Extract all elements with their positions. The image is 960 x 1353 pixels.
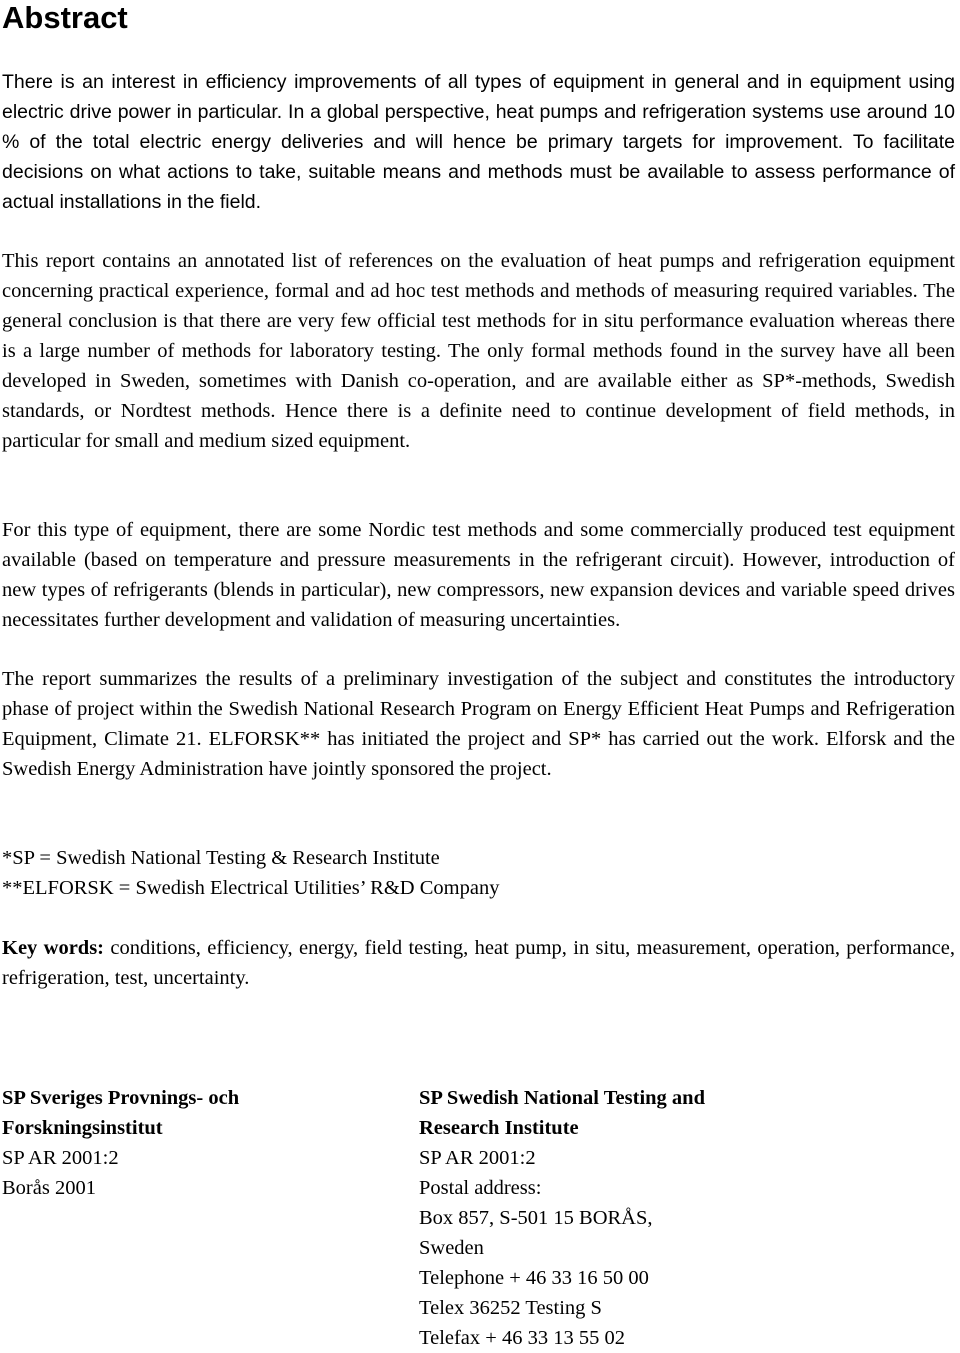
- footnote-sp: *SP = Swedish National Testing & Research Institute: [2, 847, 440, 869]
- place-year: Borås 2001: [2, 1177, 96, 1199]
- report-number: SP AR 2001:2: [2, 1147, 119, 1169]
- telefax: Telefax + 46 33 13 55 02: [419, 1327, 625, 1349]
- org-name-swedish-line2: Forskningsinstitut: [2, 1117, 163, 1139]
- abstract-paragraph-1: There is an interest in efficiency improvements of all types of equipment in general and in equipment using electric drive power in particular. In a global perspective, heat pumps and refrigeration systems use around 10 % of the total electric energy deliveries and will hence be primary targets for improvement. To facilitate decisions on what actions to take, suitable means and methods must be available to assess performance of actual installations in the field.: [2, 71, 955, 213]
- address-line-2: Sweden: [419, 1237, 484, 1259]
- address-line-1: Box 857, S-501 15 BORÅS,: [419, 1207, 653, 1229]
- telephone: Telephone + 46 33 16 50 00: [419, 1267, 649, 1289]
- org-name-english-line1: SP Swedish National Testing and: [419, 1087, 705, 1109]
- publisher-block-swedish: [2, 1083, 239, 1203]
- postal-address-label: Postal address:: [419, 1177, 542, 1199]
- report-number-english: SP AR 2001:2: [419, 1147, 536, 1169]
- abstract-paragraph-3: For this type of equipment, there are some Nordic test methods and some commercially produced test equipment available (based on temperature and pressure measurements in the refrigerant circuit). However, introduction of new types of refrigerants (blends in particular), new compressors, new expansion devices and variable speed drives necessitates further development and validation of measuring uncertainties.: [2, 519, 955, 631]
- telex: Telex 36252 Testing S: [419, 1297, 602, 1319]
- publisher-block-english: [419, 1083, 705, 1353]
- abstract-paragraph-2: This report contains an annotated list of references on the evaluation of heat pumps and refrigeration equipment concerning practical experience, formal and ad hoc test methods and methods of measuring required variables. The general conclusion is that there are very few official test methods for in situ performance evaluation whereas there is a large number of methods for laboratory testing. The only formal methods found in the survey have all been developed in Sweden, sometimes with Danish co-operation, and are available either as SP*-methods, Swedish standards, or Nordtest methods. Hence there is a definite need to continue development of field methods, in particular for small and medium sized equipment.: [2, 250, 955, 452]
- abstract-heading: Abstract: [2, 0, 128, 35]
- keywords: [2, 933, 955, 993]
- org-name-english-line2: Research Institute: [419, 1117, 579, 1139]
- footnote-elforsk: **ELFORSK = Swedish Electrical Utilities’ R&D Company: [2, 877, 500, 899]
- org-name-swedish-line1: SP Sveriges Provnings- och: [2, 1087, 240, 1109]
- abstract-paragraph-4: The report summarizes the results of a preliminary investigation of the subject and constitutes the introductory phase of project within the Swedish National Research Program on Energy Efficient Heat Pumps and Refrigeration Equipment, Climate 21. ELFORSK** has initiated the project and SP* has carried out the work. Elforsk and the Swedish Energy Administration have jointly sponsored the project.: [2, 668, 955, 780]
- keywords-label: Key words:: [2, 937, 105, 959]
- keywords-text: conditions, efficiency, energy, field testing, heat pump, in situ, measurement, operation, performance, refrigeration, test, uncertainty.: [2, 937, 955, 989]
